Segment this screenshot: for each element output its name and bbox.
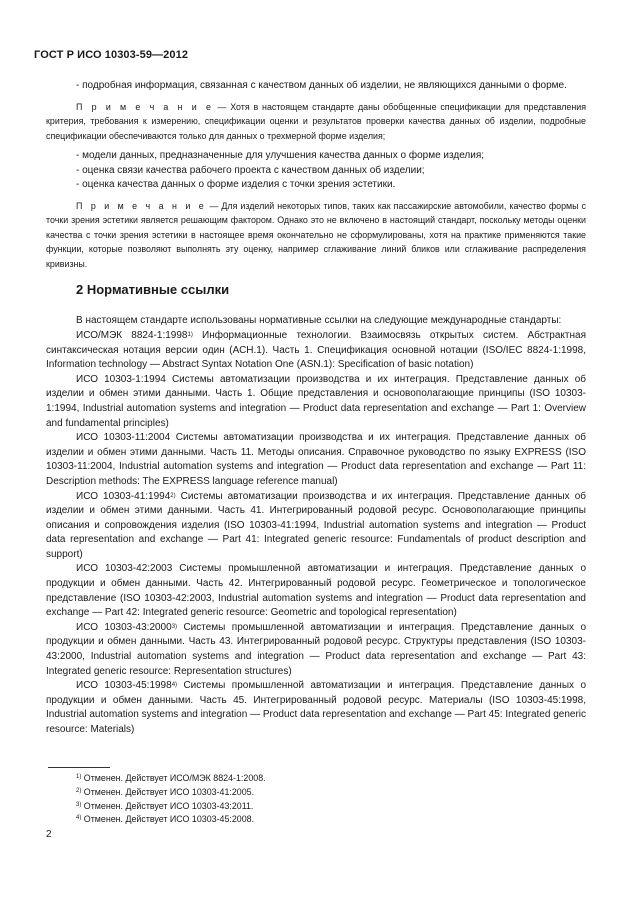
reference-text: Информационные технологии. Взаимосвязь открытых систем. Абстрактная синтаксическая нотация версии один (АСН.1). Часть 1. Спецификация основной нотации (ISO/IEC 8824-1:1998, Information technology — Abstract Syntax Notation One (ASN.1): Specification of basic notation) (46, 329, 586, 371)
footnote-divider (48, 767, 110, 768)
footnote-mark: 4) (76, 815, 82, 822)
footnote-mark: 1) (76, 774, 82, 780)
reference-text: Системы промышленной автоматизации и интеграция. Представление данных о продукции и обмен данными. Часть 45. Интегрированный родовой ресурс. Материалы (ISO 10303-45:1998, Industrial automation systems and integration — Product data representation and exchange — Part 45: Integrated generic resource: Materials) (46, 680, 586, 735)
footnote-ref: 2) (170, 492, 176, 499)
list-item: - модели данных, предназначенные для улучшения качества данных о форме изделия; (76, 150, 485, 162)
reference-code: ИСО/МЭК 8824-1:1998 (76, 329, 188, 341)
section-heading: 2 Нормативные ссылки (76, 282, 230, 298)
note-text: — Хотя в настоящем стандарте даны обобщенные спецификации для представления критерия, требования к измерению, спецификации оценки и результатов проверки качества данных об изделии, подробные спецификации обеспечиваются только для данных о трехмерной форме изделия; (46, 101, 586, 141)
reference-text: Системы автоматизации производства и их интеграция. Представление данных об изделии и обмен этими данными. Часть 41. Интегрированный родовой ресурс. Основополагающие принципы описания и сопровождения изделия (ISO 10303-41:1994, Industrial automation systems and integration — Product data representation and exchange — Part 41: Integrated generic resource: Fundamentals of product description and support) (46, 490, 587, 560)
page-number: 2 (46, 829, 52, 840)
footnote-item (76, 772, 266, 786)
reference-item (46, 431, 586, 489)
footnote-item (76, 813, 266, 827)
reference-code: ИСО 10303-45:1998 (76, 680, 172, 692)
reference-text: Системы промышленной автоматизации и интеграция. Представление данных о продукции и обмен данными. Часть 43. Интегрированный родовой ресурс. Структуры представления (ISO 10303-43:2000, Industrial automation systems and integration — Product data representation and exchange — Part 43: Integrated generic resource: Representation structures) (46, 621, 586, 677)
note-paragraph (46, 199, 586, 272)
reference-code: ИСО 10303-1:1994 (76, 373, 166, 385)
footnote-ref: 1) (187, 331, 193, 338)
note-label: П р и м е ч а н и е (76, 101, 214, 112)
footnote-text: Отменен. Действует ИСО 10303-43:2011. (81, 800, 254, 811)
footnote-item (76, 800, 266, 814)
footnote-text: Отменен. Действует ИСО/МЭК 8824-1:2008. (81, 773, 266, 783)
reference-code: ИСО 10303-11:2004 (76, 432, 171, 444)
running-header: ГОСТ Р ИСО 10303-59—2012 (34, 49, 189, 61)
reference-item (46, 373, 586, 431)
reference-item (46, 621, 586, 679)
footnote-text: Отменен. Действует ИСО 10303-45:2008. (81, 814, 255, 825)
footnotes (76, 772, 266, 827)
footnote-ref: 4) (171, 682, 178, 689)
footnote-item (76, 786, 266, 800)
note-paragraph (46, 100, 586, 144)
reference-code: ИСО 10303-41:1994 (76, 490, 171, 502)
section-intro: В настоящем стандарте использованы нормативные ссылки на следующие международные стандарты: (76, 315, 562, 327)
bullet-list (46, 149, 586, 193)
note-text: — Для изделий некоторых типов, таких как пассажирские автомобили, качество формы с точки зрения эстетики является решающим фактором. Однако это не включено в настоящий стандарт, поскольку методы оценки качества с точки зрения эстетики в настоящее время окончательно не сформулированы, хотя на практике применяются такие функции, которые позволяют выполнять эту оценку, например сглаживание линий бликов или сглаживание распределения кривизны. (46, 200, 586, 269)
bullet-item: - подробная информация, связанная с качеством данных об изделии, не являющихся данными о форме. (76, 80, 567, 91)
page-body (46, 79, 586, 738)
reference-item (46, 329, 586, 373)
reference-text: Системы автоматизации производства и их интеграция. Представление данных об изделии и обмен этими данными. Часть 1. Общие представления и основополагающие принципы (ISO 10303-1:1994, Industrial automation systems and integration — Product data representation and exchange — Part 1: Overview and fundamental principles) (46, 373, 586, 429)
reference-text: Системы промышленной автоматизации и интеграция. Представление данных о продукции и обмен данными. Часть 42. Интегрированный родовой ресурс. Геометрическое и топологическое представление (ISO 10303-42:2003, Industrial automation systems and integration — Product data representation and exchange — Part 42: Integrated generic resource: Geometric and topological representation) (46, 563, 586, 619)
footnote-mark: 2) (76, 787, 82, 794)
list-item: - оценка качества данных о форме изделия с точки зрения эстетики. (76, 179, 396, 191)
reference-text: Системы автоматизации производства и их интеграция. Представление данных об изделии и обмен этими данными. Часть 11. Методы описания. Справочное руководство по языку EXPRESS (ISO 10303-11:2004, Industrial automation systems and integration — Product data representation and exchange — Part 11: Description methods: The EXPRESS language reference manual) (46, 432, 586, 487)
reference-code: ИСО 10303-43:2000 (76, 621, 172, 633)
footnote-ref: 3) (171, 623, 178, 630)
reference-item (46, 679, 586, 737)
footnote-mark: 3) (76, 801, 82, 808)
footnote-text: Отменен. Действует ИСО 10303-41:2005. (81, 786, 255, 797)
list-item: - оценка связи качества рабочего проекта с качеством данных об изделии; (76, 164, 425, 176)
reference-item (46, 562, 586, 620)
note-label: П р и м е ч а н и е (76, 200, 207, 211)
reference-code: ИСО 10303-42:2003 (76, 563, 173, 575)
reference-item (46, 490, 586, 563)
